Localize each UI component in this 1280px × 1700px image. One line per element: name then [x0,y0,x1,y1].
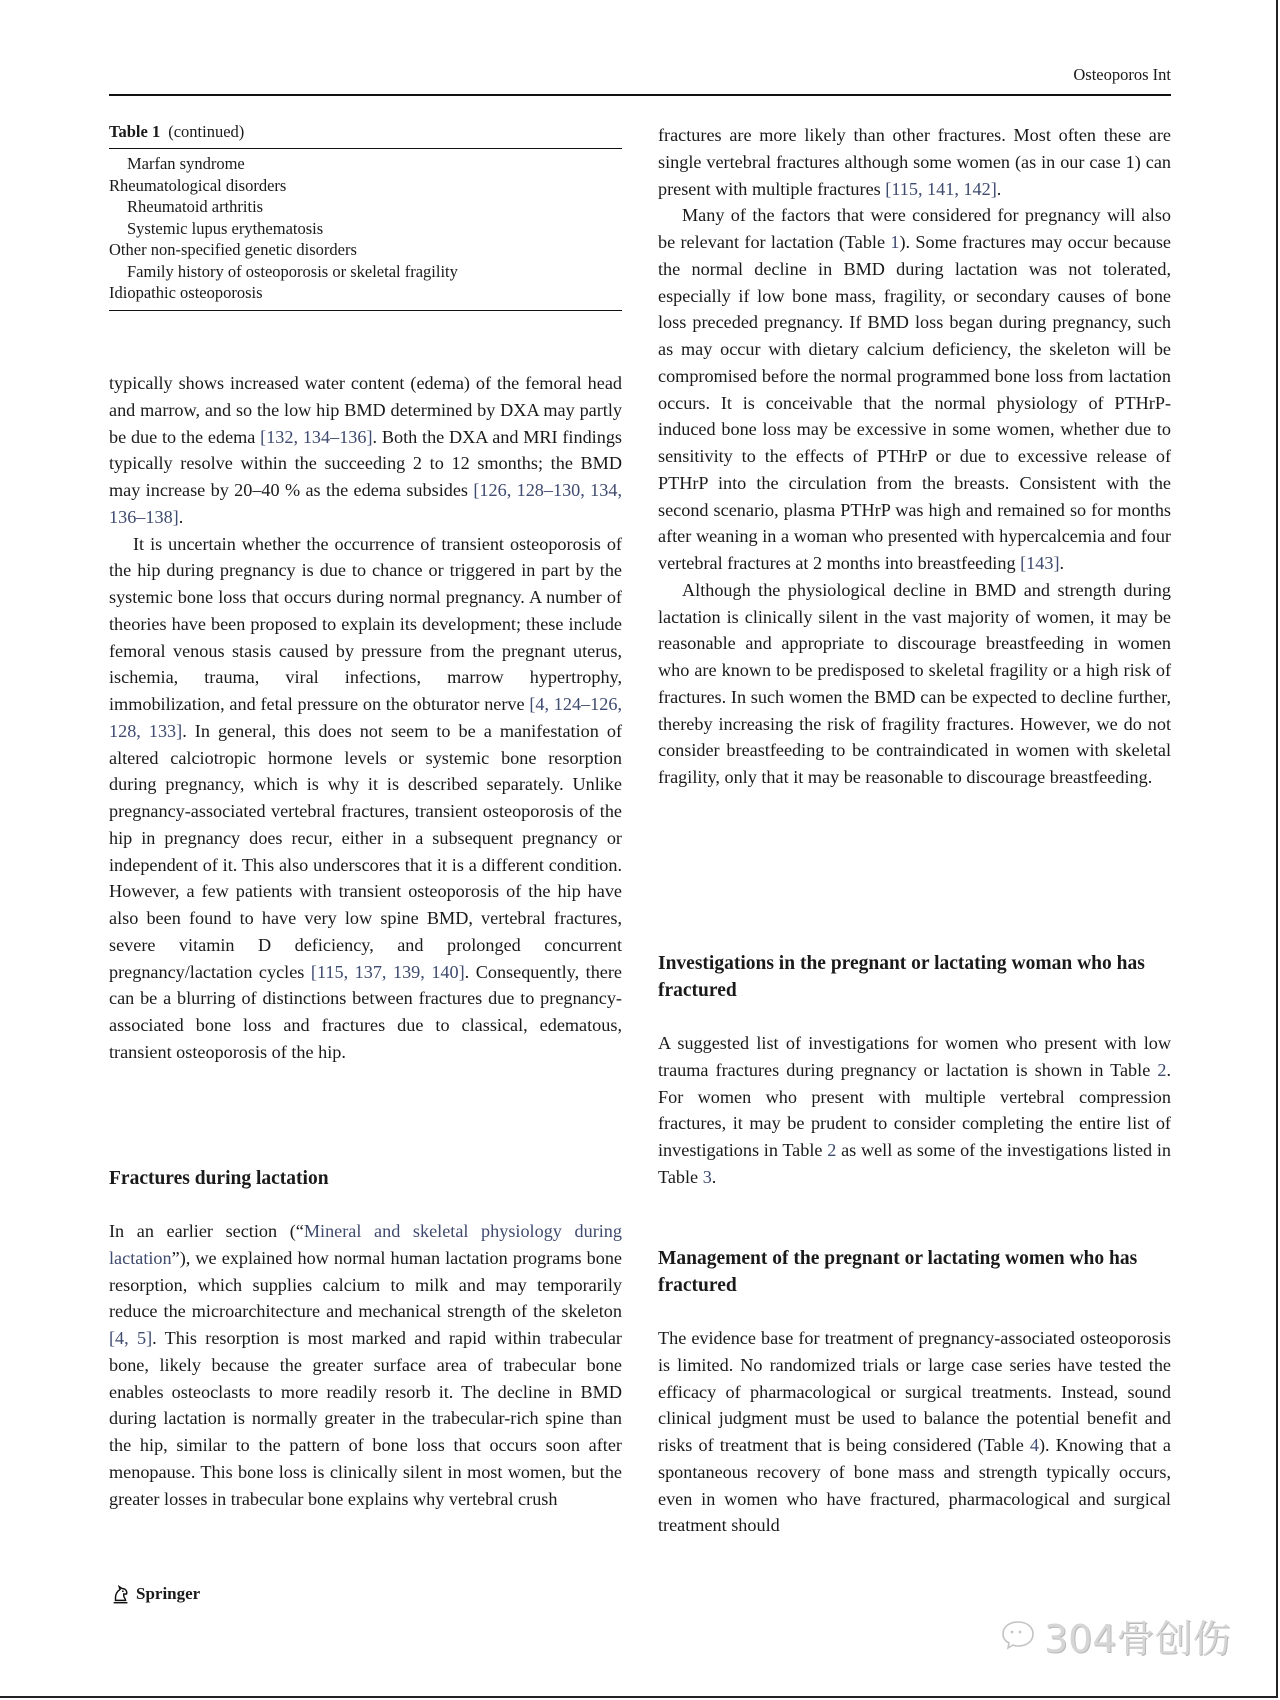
section-crossref-link[interactable]: Mineral and skeletal physiology during lactation [109,1221,622,1268]
table-row: Rheumatoid arthritis [127,197,264,216]
table-label: Table 1 [109,122,161,141]
table-ref-link[interactable]: 2 [1157,1059,1167,1080]
header-rule [109,94,1171,96]
citation-link[interactable]: [126, 128–130, 134, 136–138] [109,480,622,527]
table-ref-link[interactable]: 1 [890,232,900,252]
right-column-investigations-text [658,1030,1171,1191]
paragraph-lactation-physiology: In an earlier section (“Mineral and skeletal physiology during lactation”), we explained how normal human lactation programs bone resorption, which supplies calcium to milk and may temporarily reduce the microarchitecture and mechanical strength of the skeleton [4, 5]. This resorption is most marked and rapid within trabecular bone, likely because the greater surface area of trabecular bone enables osteoclasts to more readily resorb it. The decline in BMD during lactation is normally greater in the trabecular-rich spine than the hip, similar to the pattern of bone loss that occurs soon after menopause. This bone loss is clinically silent in most women, but the greater losses in trabecular bone explains why vertebral crush [109,1221,622,1509]
wechat-watermark [1000,1608,1231,1663]
section-heading-fractures-lactation: Fractures during lactation [109,1168,329,1189]
table-continued-note: (continued) [168,122,245,141]
table-ref-link[interactable]: 2 [827,1140,837,1160]
wechat-icon [1000,1616,1040,1656]
springer-knight-icon [110,1583,132,1605]
citation-link[interactable]: [132, 134–136] [260,426,373,447]
table-ref-link[interactable]: 4 [1029,1435,1039,1455]
section-heading-investigations: Investigations in the pregnant or lactating woman who has fractured [658,953,1145,1001]
citation-link[interactable]: [4, 5] [109,1328,153,1348]
table-row: Idiopathic osteoporosis [109,283,263,302]
table-ref-link[interactable]: 3 [702,1166,712,1187]
publisher-logo [110,1583,200,1605]
paragraph-lactation-factors: Many of the factors that were considered for pregnancy will also be relevant for lactation (Table 1). Some fractures may occur because the normal decline in BMD during lactation was not tolerated, especially if low bone mass, fragility, or secondary causes of bone loss preceded pregnancy. If BMD loss began during pregnancy, such as may occur with dietary calcium deficiency, the skeleton will be compromised before the normal programmed bone loss from lactation occurs. It is conceivable that the normal physiology of PTHrP-induced bone loss may be excessive in some women, whether due to sensitivity to the effects of PTHrP or due to excessive release of PTHrP into the circulation from the breasts. Consistent with the second scenario, plasma PTHrP was high and remained so for months after weaning in a woman who presented with hypercalcemia and four vertebral fractures at 2 months into breastfeeding [143]. [658,205,1171,573]
paragraph-transient-osteoporosis: It is uncertain whether the occurrence of transient osteoporosis of the hip during pregnancy is due to chance or triggered in part by the systemic bone loss that occurs during normal pregnancy. A number of theories have been proposed to explain its development; these include femoral venous stasis caused by pressure from the pregnant uterus, ischemia, trauma, viral infections, marrow hypertrophy, immobilization, and fetal pressure on the obturator nerve [4, 124–126, 128, 133]. In general, this does not seem to be a manifestation of altered calciotropic hormone levels or systemic bone resorption during pregnancy, which is why it is described separately. Unlike pregnancy-associated vertebral fractures, transient osteoporosis of the hip in pregnancy does recur, either in a subsequent pregnancy or independent of it. This also underscores that it is a different condition. However, a few patients with transient osteoporosis of the hip have also been found to have very low spine BMD, vertebral fractures, severe vitamin D deficiency, and prolonged concurrent pregnancy/lactation cycles [115, 137, 139, 140]. Consequently, there can be a blurring of distinctions between fractures due to pregnancy-associated bone loss and fractures due to classical, edematous, transient osteoporosis of the hip. [109,533,623,1062]
citation-link[interactable]: [4, 124–126, 128, 133] [109,694,622,741]
citation-link[interactable]: [115, 137, 139, 140] [310,961,465,982]
table-row: Marfan syndrome [127,154,245,173]
table-row: Systemic lupus erythematosis [127,218,324,238]
paragraph-breastfeeding: Although the physiological decline in BMD and strength during lactation is clinically silent in the vast majority of women, it may be reasonable and appropriate to discourage breastfeeding in women who are known to be predisposed to skeletal fragility or a high risk of fractures. In such women the BMD can be expected to decline further, thereby increasing the risk of fragility fractures. However, we do not consider breastfeeding to be contraindicated in women with skeletal fragility, only that it may be reasonable to discourage breastfeeding. [658,579,1171,787]
watermark-text: 304骨创伤 [1044,1617,1231,1661]
table-rows [109,149,622,310]
running-head-journal: Osteoporos Int [1073,65,1171,84]
section-heading-management: Management of the pregnant or lactating women who has fractured [658,1248,1138,1296]
left-column-text [109,370,622,1066]
left-column-lactation-text [109,1218,622,1512]
citation-link[interactable]: [115, 141, 142] [885,178,997,199]
right-column-management-text [658,1325,1171,1539]
table-caption [109,121,622,143]
paragraph-investigations: A suggested list of investigations for women who present with low trauma fractures during pregnancy or lactation is shown in Table 2. For women who present with multiple vertebral compression fractures, it may be prudent to consider completing the entire list of investigations in Table 2 as well as some of the investigations listed in Table 3. [658,1033,1172,1187]
paragraph-management: The evidence base for treatment of pregnancy-associated osteoporosis is limited. No randomized trials or large case series have tested the efficacy of pharmacological or surgical treatments. Instead, sound clinical judgment must be used to balance the potential benefit and risks of treatment that is being considered (Table 4). Knowing that a spontaneous recovery of bone mass and strength typically occurs, even in women who have fractured, pharmacological and surgical treatment should [658,1328,1171,1536]
paragraph-edema: typically shows increased water content (edema) of the femoral head and marrow, and so the low hip BMD determined by DXA may partly be due to the edema [132, 134–136]. Both the DXA and MRI findings typically resolve within the succeeding 2 to 12 smonths; the BMD may increase by 20–40 % as the edema subsides [126, 128–130, 134, 136–138]. [109,373,622,527]
table-bottom-rule [109,310,622,311]
citation-link[interactable]: [143] [1020,553,1060,573]
table-row: Family history of osteoporosis or skeletal fragility [127,261,458,281]
right-column-text [658,122,1171,791]
paragraph-vertebral-fractures: fractures are more likely than other fractures. Most often these are single vertebral fractures although some women (as in our case 1) can present with multiple fractures [115, 141, 142]. [658,125,1171,199]
table-1-continued [109,121,622,311]
table-row: Other non-specified genetic disorders [109,240,357,259]
table-row: Rheumatological disorders [109,175,287,195]
publisher-name: Springer [136,1584,201,1603]
